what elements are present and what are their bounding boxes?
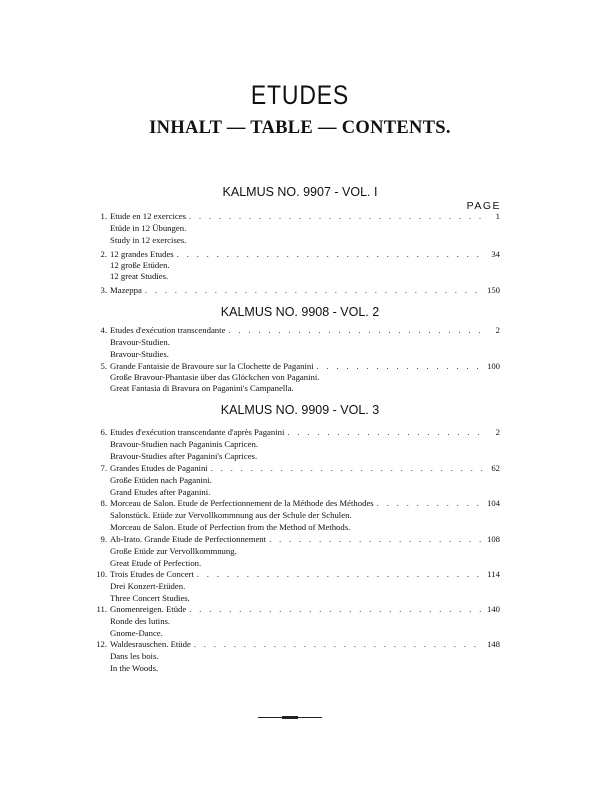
entry-translation: Salonstück. Etüde zur Vervollkommnung aus der Schule der Schulen. [110, 510, 352, 520]
toc-entry [84, 497, 500, 509]
entry-page: 1 [495, 211, 500, 221]
volume-heading-1: KALMUS NO. 9907 - VOL. I [222, 185, 378, 199]
entry-page: 108 [486, 534, 500, 544]
dot-leader [189, 211, 487, 223]
dot-leader [197, 569, 484, 581]
toc-entry [84, 603, 500, 615]
toc-entry [84, 568, 500, 580]
entry-number: 10. [96, 569, 107, 579]
entry-translation: In the Woods. [110, 663, 159, 673]
entry-translation: Great Etude of Perfection. [110, 558, 202, 568]
dot-leader [228, 325, 487, 337]
entry-title: Gnomenreigen. Etüde [110, 604, 187, 614]
dot-leader [269, 534, 484, 546]
entry-translation: 12 great Studies. [110, 271, 169, 281]
dot-leader [194, 639, 484, 651]
dot-leader [145, 285, 484, 297]
dot-leader [317, 361, 484, 373]
toc-entry [84, 210, 500, 222]
page-title: ETUDES [250, 80, 350, 110]
entry-translation: Bravour-Studies after Paganini's Caprices. [110, 451, 258, 461]
dot-leader [377, 498, 484, 510]
entry-translation: Bravour-Studien. [110, 337, 170, 347]
contents-subtitle: INHALT — TABLE — CONTENTS. [149, 118, 451, 138]
entry-translation: Bravour-Studien nach Paganinis Capricen. [110, 439, 258, 449]
ornament-divider [258, 716, 322, 719]
toc-entry [84, 638, 500, 650]
entry-number: 5. [100, 361, 107, 371]
entry-page: 62 [491, 463, 500, 473]
entry-title: Etudes d'exécution transcendante [110, 325, 226, 335]
entry-translation: Große Etüde zur Vervollkommnung. [110, 546, 237, 556]
entry-translation: Grand Etudes after Paganini. [110, 487, 211, 497]
entry-translation: Study in 12 exercises. [110, 235, 187, 245]
entry-page: 2 [495, 325, 500, 335]
entry-title: Grande Fantaisie de Bravoure sur la Clochette de Paganini [110, 361, 314, 371]
entry-title: Etude en 12 exercices [110, 211, 186, 221]
entry-page: 34 [491, 249, 500, 259]
entry-translation: Bravour-Studies. [110, 349, 169, 359]
entry-number: 8. [100, 498, 107, 508]
volume-heading-3: KALMUS NO. 9909 - VOL. 3 [220, 403, 380, 417]
page-column-label: PAGE [466, 200, 501, 212]
entry-translation: Etüde in 12 Übungen. [110, 223, 187, 233]
toc-entry [84, 324, 500, 336]
volume-heading-2: KALMUS NO. 9908 - VOL. 2 [220, 305, 380, 319]
entry-translation: Dans les bois. [110, 651, 159, 661]
entry-page: 114 [487, 569, 500, 579]
entry-title: Ab-Irato. Grande Etude de Perfectionnement [110, 534, 267, 544]
entry-number: 6. [100, 427, 107, 437]
entry-title: Waldesrauschen. Etüde [110, 639, 191, 649]
toc-entry [84, 462, 500, 474]
entry-title: Mazeppa [110, 285, 142, 295]
toc-entry [84, 284, 500, 296]
entry-translation: Three Concert Studies. [110, 593, 190, 603]
entry-translation: Morceau de Salon. Etude of Perfection from the Method of Methods. [110, 522, 351, 532]
entry-page: 100 [486, 361, 500, 371]
entry-page: 140 [486, 604, 500, 614]
dot-leader [211, 463, 487, 475]
entry-number: 4. [100, 325, 107, 335]
entry-translation: Große Etüden nach Paganini. [110, 475, 212, 485]
entry-number: 9. [100, 534, 107, 544]
entry-title: Trois Etudes de Concert [110, 569, 194, 579]
toc-entry [84, 533, 500, 545]
entry-number: 11. [96, 604, 107, 614]
dot-leader [177, 249, 487, 261]
entry-number: 2. [100, 249, 107, 259]
entry-page: 104 [486, 498, 500, 508]
entry-page: 148 [486, 639, 500, 649]
entry-translation: Ronde des lutins. [110, 616, 171, 626]
entry-title: 12 grandes Etudes [110, 249, 174, 259]
entry-page: 2 [495, 427, 500, 437]
entry-title: Grandes Etudes de Paganini [110, 463, 208, 473]
entry-translation: Drei Konzert-Etüden. [110, 581, 186, 591]
entry-number: 7. [100, 463, 107, 473]
entry-translation: 12 große Etüden. [110, 260, 170, 270]
dot-leader [287, 427, 487, 439]
entry-translation: Gnome-Dance. [110, 628, 163, 638]
entry-translation: Great Fantasia di Bravura on Paganini's Campanella. [110, 383, 294, 393]
entry-page: 150 [486, 285, 500, 295]
entry-number: 3. [100, 285, 107, 295]
toc-entry [84, 426, 500, 438]
entry-number: 12. [96, 639, 107, 649]
entry-title: Etudes d'exécution transcendante d'après Paganini [110, 427, 285, 437]
entry-translation: Große Bravour-Phantasie über das Glöckchen von Paganini. [110, 372, 320, 382]
dot-leader [189, 604, 484, 616]
entry-title: Morceau de Salon. Etude de Perfectionnement de la Méthode des Méthodes [110, 498, 374, 508]
entry-number: 1. [100, 211, 107, 221]
